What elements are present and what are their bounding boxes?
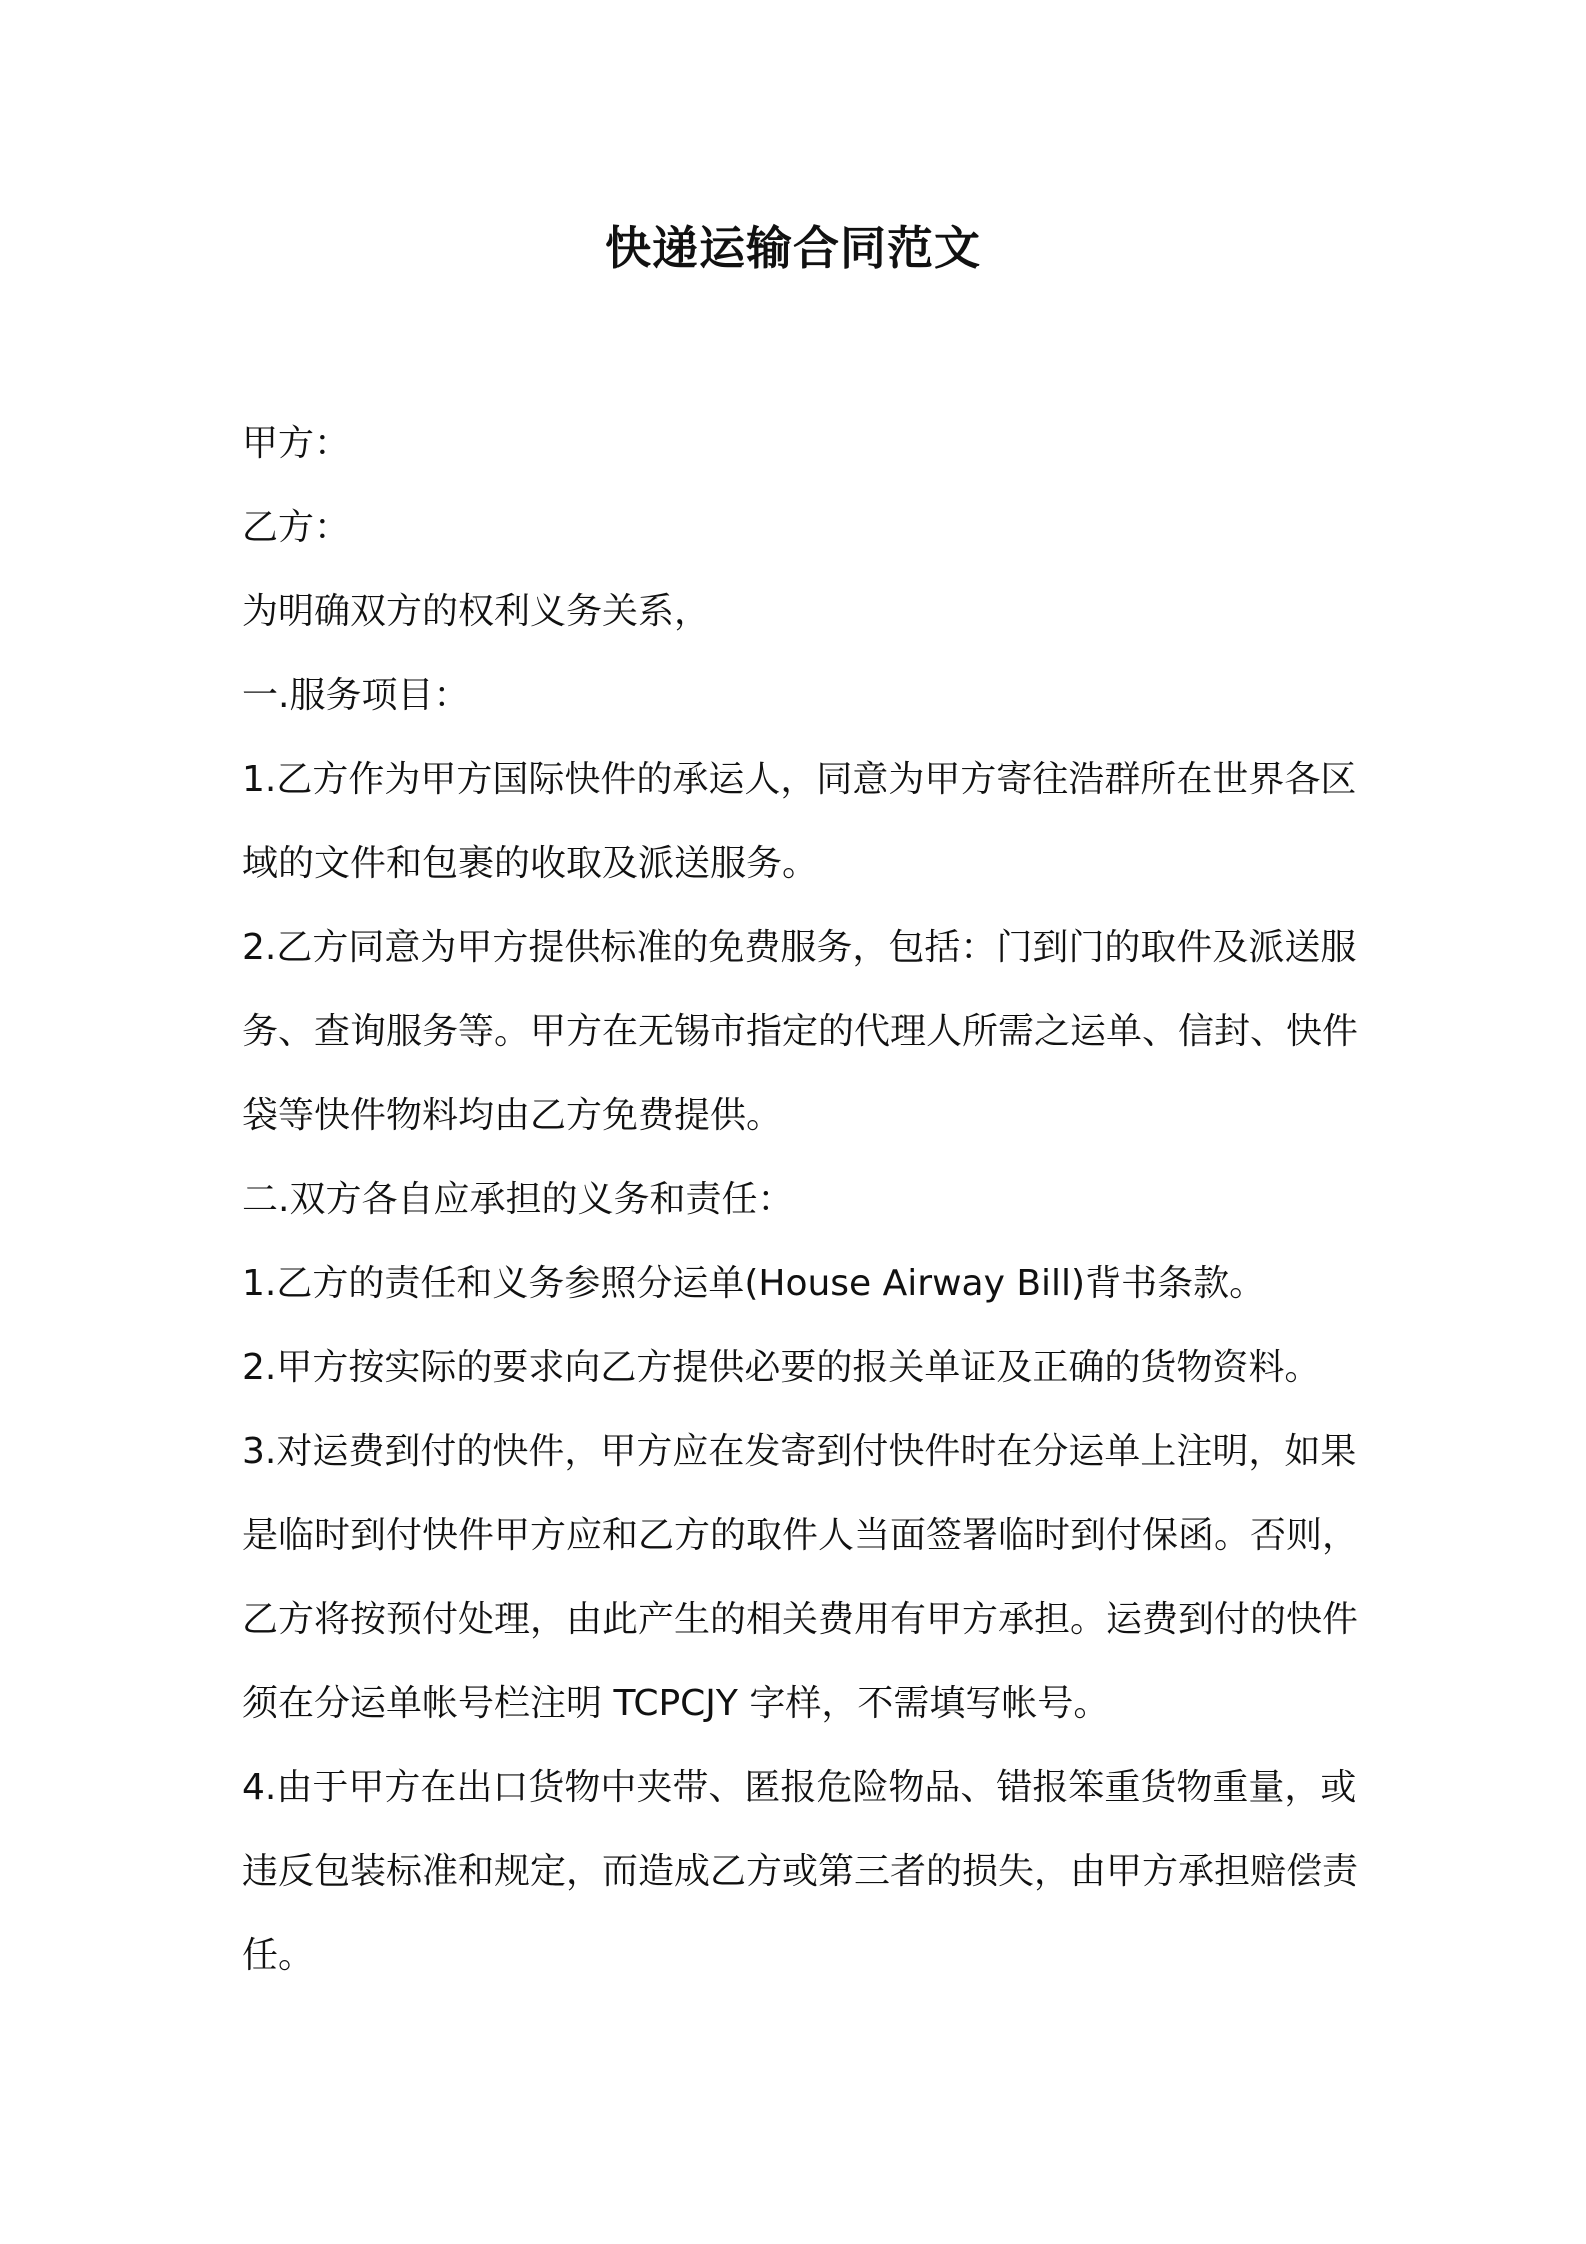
document-body: [242, 402, 1362, 1998]
clause-2-2: 2.甲方按实际的要求向乙方提供必要的报关单证及正确的货物资料。: [242, 1347, 1321, 1388]
document-title: 快递运输合同范文: [605, 221, 981, 275]
clause-2-1: 1.乙方的责任和义务参照分运单(House Airway Bill)背书条款。: [242, 1263, 1266, 1304]
section-heading-obligations: 二.双方各自应承担的义务和责任：: [242, 1179, 794, 1220]
section-heading-services: 一.服务项目：: [242, 675, 470, 716]
clause-2-4: 4.由于甲方在出口货物中夹带、匿报危险物品、错报笨重货物重量，或违反包装标准和规定，而造成乙方或第三者的损失，由甲方承担赔偿责任。: [242, 1767, 1359, 1976]
party-b-line: 乙方：: [242, 507, 351, 548]
party-a-line: 甲方：: [242, 423, 351, 464]
preamble: 为明确双方的权利义务关系，: [242, 591, 711, 632]
clause-1-1: 1.乙方作为甲方国际快件的承运人，同意为甲方寄往浩群所在世界各区域的文件和包裹的收取及派送服务。: [242, 759, 1357, 884]
clause-2-3: 3.对运费到付的快件，甲方应在发寄到付快件时在分运单上注明，如果是临时到付快件甲方应和乙方的取件人当面签署临时到付保函。否则，乙方将按预付处理，由此产生的相关费用有甲方承担。运费到付的快件须在分运单帐号栏注明 TCPCJY 字样，不需填写帐号。: [242, 1431, 1359, 1724]
clause-1-2: 2.乙方同意为甲方提供标准的免费服务，包括：门到门的取件及派送服务、查询服务等。甲方在无锡市指定的代理人所需之运单、信封、快件袋等快件物料均由乙方免费提供。: [242, 927, 1359, 1136]
